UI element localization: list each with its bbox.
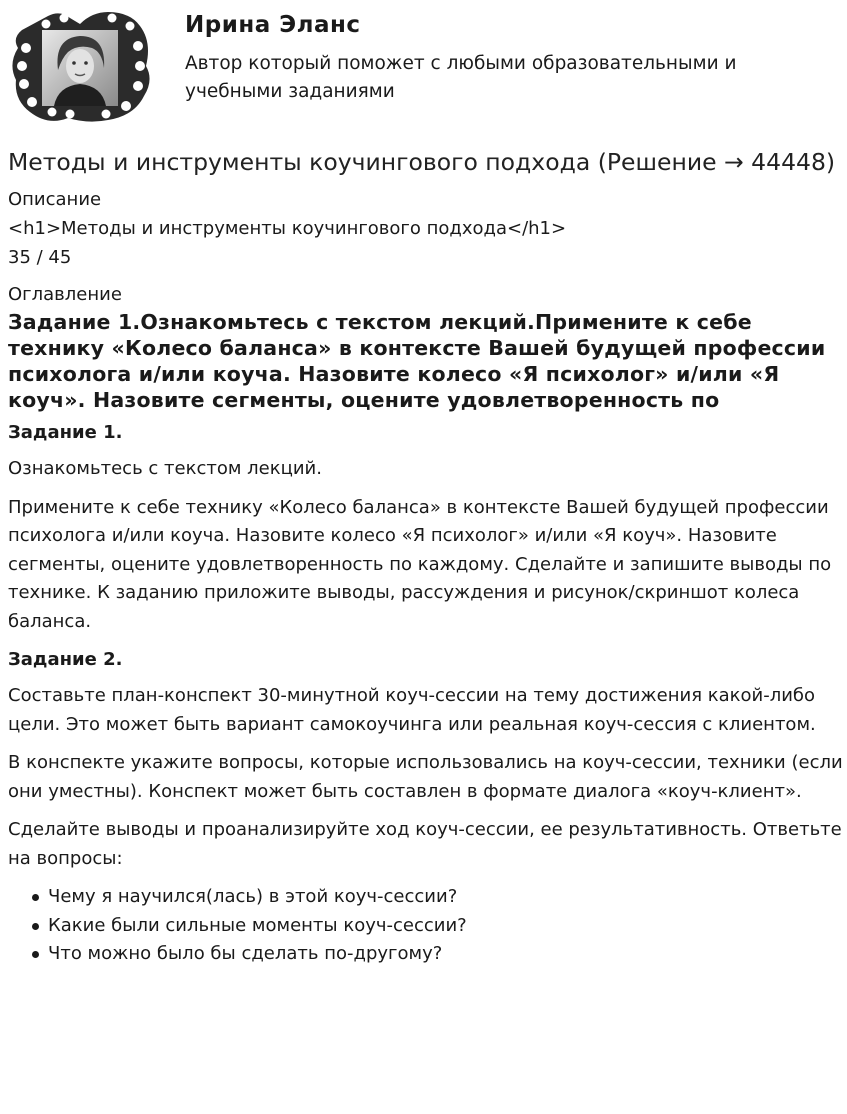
author-avatar[interactable] (8, 8, 152, 126)
author-name[interactable]: Ирина Эланс (185, 12, 361, 38)
page (8, 0, 843, 969)
author-header (8, 0, 843, 130)
document-title: Методы и инструменты коучингового подхода (Решение → 44448) (8, 148, 836, 176)
toc-label: Оглавление (8, 284, 122, 305)
task-1-paragraph: Ознакомьтесь с текстом лекций. (8, 458, 322, 479)
task-2-paragraph: Составьте план-конспект 30-минутной коуч-сессии на тему достижения какой-либо цели. Это может быть вариант самокоучинга или реальная коуч-сессия с клиентом. (8, 685, 816, 735)
task-1-paragraph: Примените к себе технику «Колесо баланса» в контексте Вашей будущей профессии психолога и/или коуча. Назовите колесо «Я психолог» и/или «Я коуч». Назовите сегменты, оцените удовлетворенность по каждому. Сделайте и запишите выводы по технике. К заданию приложите выводы, рассуждения и рисунок/скриншот колеса баланса. (8, 496, 832, 632)
film-frame-avatar-image (8, 8, 152, 126)
task-2-paragraph: В конспекте укажите вопросы, которые использовались на коуч-сессии, техники (если они уместны). Конспект может быть составлен в формате диалога «коуч-клиент». (8, 752, 843, 802)
description-text: <h1>Методы и инструменты коучингового подхода</h1> (8, 218, 567, 239)
toc-heading: Задание 1.Ознакомьтесь с текстом лекций.Примените к себе технику «Колесо баланса» в контексте Вашей будущей профессии психолога и/или коуча. Назовите колесо «Я психолог» и/или «Я коуч». Назовите сегменты, оцените удовлетворенность по (8, 310, 826, 412)
task-2-title: Задание 2. (8, 649, 123, 670)
page-counter: 35 / 45 (8, 247, 72, 268)
author-description: Автор который поможет с любыми образовательными и учебными заданиями (185, 53, 737, 102)
list-item: Чему я научился(лась) в этой коуч-сессии? (30, 883, 843, 912)
list-item: Какие были сильные моменты коуч-сессии? (30, 912, 843, 941)
questions-list (8, 883, 843, 969)
description-label: Описание (8, 189, 102, 210)
task-1-title: Задание 1. (8, 422, 123, 443)
task-2-paragraph: Сделайте выводы и проанализируйте ход коуч-сессии, ее результативность. Ответьте на вопросы: (8, 819, 842, 869)
list-item: Что можно было бы сделать по-другому? (30, 940, 843, 969)
